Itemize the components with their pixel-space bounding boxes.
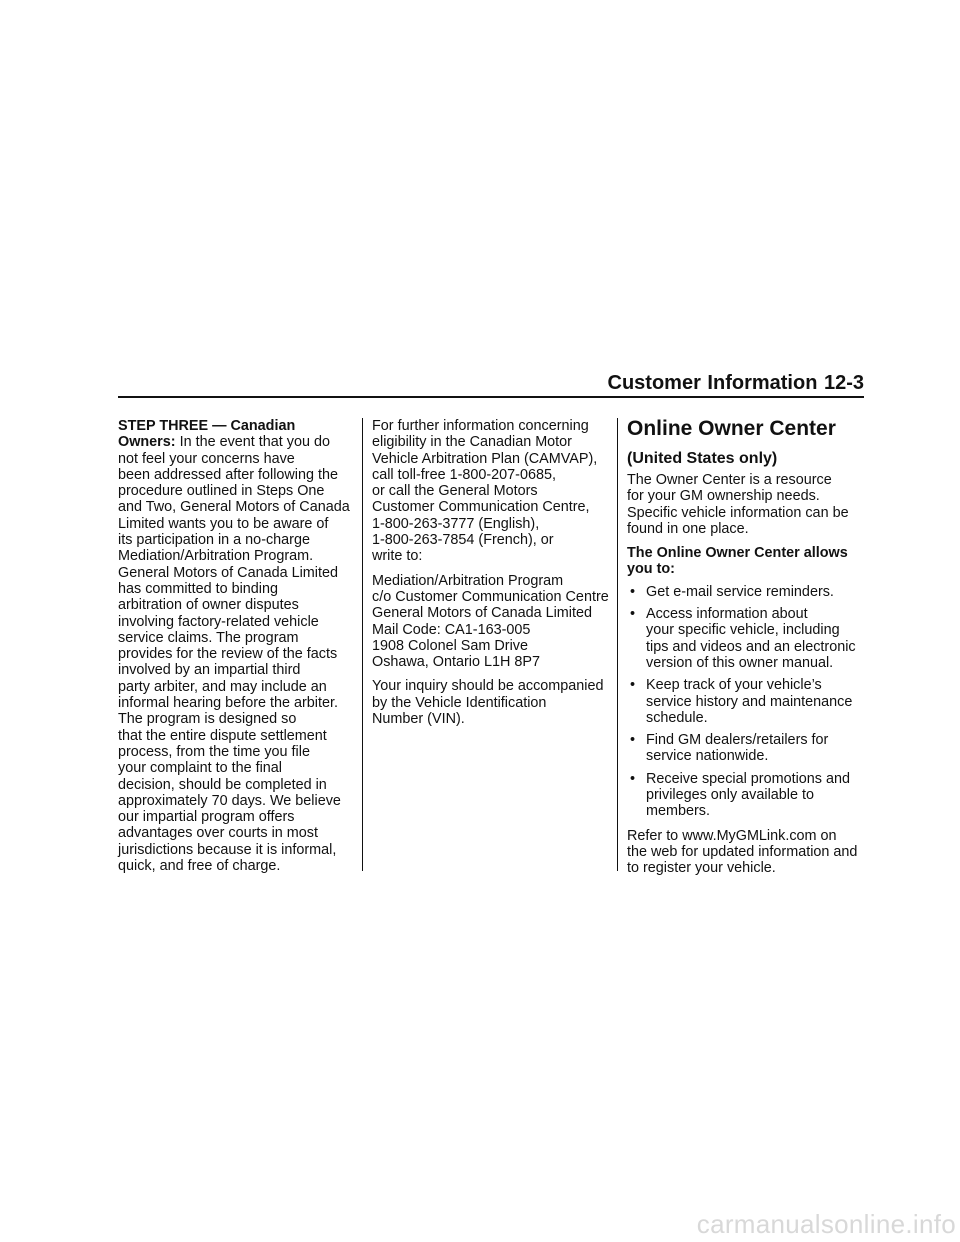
- address-line: Mediation/Arbitration Program: [372, 572, 564, 589]
- bullet-line: members.: [646, 803, 710, 820]
- bullet-dot: •: [630, 732, 636, 749]
- step-three-line: quick, and free of charge.: [118, 858, 281, 875]
- column-online-owner-center: [627, 418, 864, 877]
- bullet-line: Access information about: [646, 606, 808, 623]
- further-info-line: Customer Communication Centre,: [372, 499, 590, 516]
- step-three-line: advantages over courts in most: [118, 825, 318, 842]
- owners-label: Owners:: [118, 434, 176, 451]
- intro-line: Specific vehicle information can be: [627, 504, 849, 521]
- inquiry-line: Your inquiry should be accompanied: [372, 678, 604, 695]
- step-three-line: jurisdictions because it is informal,: [118, 841, 337, 858]
- intro-paragraph: [627, 472, 864, 537]
- section-heading: Online Owner Center: [627, 417, 836, 440]
- bullet-line: service nationwide.: [646, 748, 769, 765]
- further-info-line: Vehicle Arbitration Plan (CAMVAP),: [372, 450, 598, 467]
- bullet-line: your specific vehicle, including: [646, 622, 840, 639]
- bullet-line: privileges only available to: [646, 787, 814, 804]
- refer-line: to register your vehicle.: [627, 860, 776, 877]
- further-info-line: write to:: [372, 548, 423, 565]
- step-three-line: informal hearing before the arbiter.: [118, 695, 338, 712]
- address-line: General Motors of Canada Limited: [372, 605, 592, 622]
- step-three-line: not feel your concerns have: [118, 450, 295, 467]
- mailing-address: [372, 573, 608, 671]
- bullet-item: [627, 606, 864, 671]
- bullet-line: Find GM dealers/retailers for: [646, 732, 829, 749]
- further-info-line: 1-800-263-3777 (English),: [372, 515, 540, 532]
- step-three-line: your complaint to the final: [118, 760, 282, 777]
- step-three-line: that the entire dispute settlement: [118, 727, 327, 744]
- allows-intro: [627, 545, 864, 578]
- watermark: carmanualsonline.info: [696, 1209, 956, 1239]
- step-three-line: and Two, General Motors of Canada: [118, 499, 350, 516]
- bullet-line: Get e-mail service reminders.: [646, 583, 834, 600]
- owners-text: In the event that you do: [175, 434, 330, 451]
- further-info-line: or call the General Motors: [372, 483, 538, 500]
- intro-line: for your GM ownership needs.: [627, 488, 820, 505]
- refer-line: Refer to www.MyGMLink.com on: [627, 827, 837, 844]
- intro-line: The Owner Center is a resource: [627, 472, 832, 488]
- step-three-line: involved by an impartial third: [118, 662, 301, 679]
- bullet-dot: •: [630, 583, 636, 600]
- bullet-item: [627, 584, 864, 600]
- address-line: Mail Code: CA1-163-005: [372, 621, 531, 638]
- header-rule: [118, 396, 864, 398]
- page-title: Customer Information 12-3: [607, 372, 864, 394]
- bullet-line: tips and videos and an electronic: [646, 638, 856, 655]
- bullet-dot: •: [630, 606, 636, 623]
- step-three-line: arbitration of owner disputes: [118, 597, 299, 614]
- step-three-heading: STEP THREE — Canadian: [118, 418, 296, 434]
- allows-line: you to:: [627, 561, 675, 578]
- bullet-item: [627, 677, 864, 726]
- bullet-item: [627, 732, 864, 765]
- step-three-line: decision, should be completed in: [118, 776, 327, 793]
- step-three-line: provides for the review of the facts: [118, 646, 338, 663]
- step-three-owners-line: [118, 434, 354, 450]
- step-three-line: Mediation/Arbitration Program.: [118, 548, 314, 565]
- bullet-line: schedule.: [646, 709, 708, 726]
- bullet-dot: •: [630, 677, 636, 694]
- bullet-line: service history and maintenance: [646, 693, 853, 710]
- step-three-line: service claims. The program: [118, 629, 299, 646]
- bullet-line: version of this owner manual.: [646, 654, 834, 671]
- step-three-line: General Motors of Canada Limited: [118, 564, 338, 581]
- address-line: Oshawa, Ontario L1H 8P7: [372, 654, 540, 671]
- inquiry-paragraph: [372, 678, 608, 727]
- step-three-line: approximately 70 days. We believe: [118, 792, 341, 809]
- step-three-line: been addressed after following the: [118, 466, 339, 483]
- allows-line: The Online Owner Center allows: [627, 545, 848, 562]
- column-divider-right: [617, 418, 618, 871]
- further-info-line: 1-800-263-7854 (French), or: [372, 532, 554, 549]
- bullet-item: [627, 771, 864, 820]
- step-three-line: Limited wants you to be aware of: [118, 515, 329, 532]
- further-info-paragraph: [372, 418, 608, 565]
- address-line: c/o Customer Communication Centre: [372, 588, 609, 605]
- inquiry-line: Number (VIN).: [372, 711, 465, 728]
- further-info-line: eligibility in the Canadian Motor: [372, 434, 572, 451]
- further-info-line: call toll-free 1-800-207-0685,: [372, 466, 556, 483]
- address-line: 1908 Colonel Sam Drive: [372, 637, 528, 654]
- bullet-line: Receive special promotions and: [646, 770, 850, 787]
- bullet-dot: •: [630, 770, 636, 787]
- refer-line: the web for updated information and: [627, 843, 858, 860]
- bullet-line: Keep track of your vehicle’s: [646, 677, 822, 694]
- step-three-line: has committed to binding: [118, 580, 278, 597]
- section-subheading: (United States only): [627, 450, 778, 467]
- inquiry-line: by the Vehicle Identification: [372, 694, 547, 711]
- step-three-line: party arbiter, and may include an: [118, 678, 327, 695]
- intro-line: found in one place.: [627, 520, 749, 537]
- step-three-line: procedure outlined in Steps One: [118, 483, 325, 500]
- refer-paragraph: [627, 828, 864, 877]
- step-three-line: our impartial program offers: [118, 809, 295, 826]
- step-three-line: its participation in a no-charge: [118, 532, 310, 549]
- page-header: [118, 372, 864, 398]
- column-divider-left: [362, 418, 363, 871]
- column-step-three: [118, 418, 354, 874]
- further-info-line: For further information concerning: [372, 418, 589, 434]
- column-contact-info: [372, 418, 608, 727]
- step-three-line: process, from the time you file: [118, 743, 310, 760]
- step-three-line: The program is designed so: [118, 711, 297, 728]
- step-three-line: involving factory-related vehicle: [118, 613, 319, 630]
